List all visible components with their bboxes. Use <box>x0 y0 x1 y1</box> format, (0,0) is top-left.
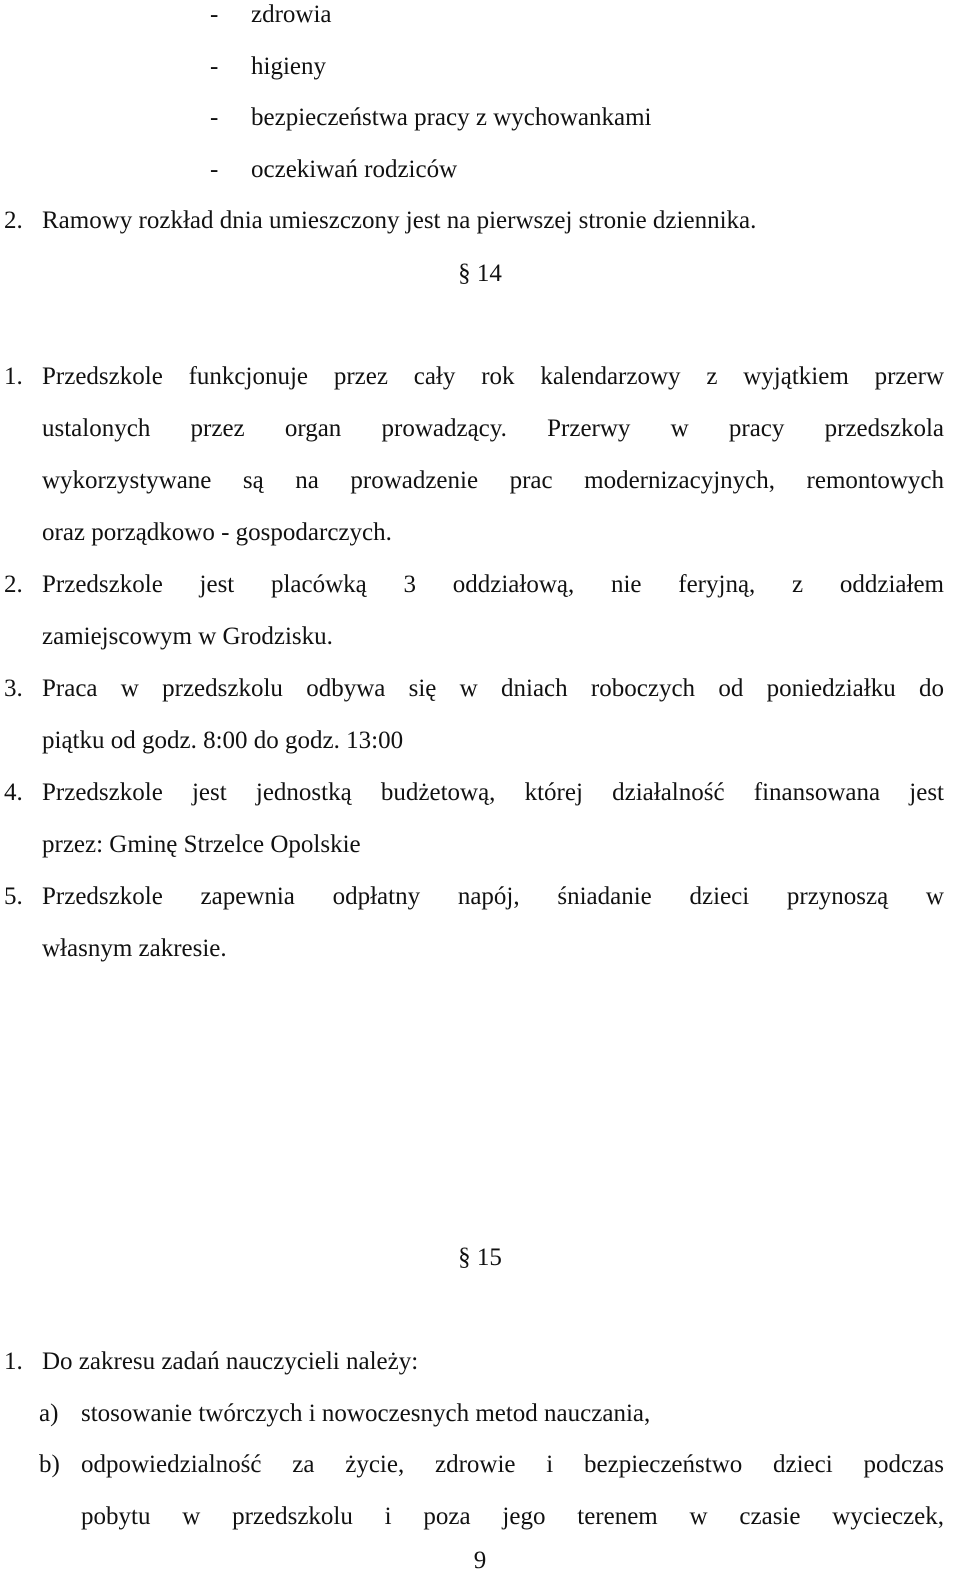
dash-bullet: - <box>210 156 219 183</box>
section-heading-text: § 15 <box>458 1244 502 1271</box>
item-text: Ramowy rozkład dnia umieszczony jest na pierwszej stronie dziennika. <box>42 207 757 234</box>
item-text-line: piątku od godz. 8:00 do godz. 13:00 <box>42 727 404 754</box>
dash-bullet: - <box>210 53 219 80</box>
list-item-text: higieny <box>251 53 326 80</box>
dash-bullet: - <box>210 104 219 131</box>
item-number: 5. <box>4 883 23 910</box>
sub-item-text-line: pobytu w przedszkolu i poza jego terenem w czasie wycieczek, <box>81 1503 944 1530</box>
item-text-line: zamiejscowym w Grodzisku. <box>42 623 333 650</box>
list-item-text: zdrowia <box>251 1 332 28</box>
dash-bullet: - <box>210 1 219 28</box>
item-text-line: oraz porządkowo - gospodarczych. <box>42 519 392 546</box>
item-number: 4. <box>4 779 23 806</box>
sub-item-text-line: odpowiedzialność za życie, zdrowie i bezpieczeństwo dzieci podczas <box>81 1451 944 1478</box>
list-item-text: bezpieczeństwa pracy z wychowankami <box>251 104 652 131</box>
item-text-line: Praca w przedszkolu odbywa się w dniach roboczych od poniedziałku do <box>42 675 944 702</box>
item-number: 3. <box>4 675 23 702</box>
item-number: 2. <box>4 207 23 234</box>
sub-item-text-line: stosowanie twórczych i nowoczesnych metod nauczania, <box>81 1400 651 1427</box>
item-text-line: Przedszkole jest jednostką budżetową, której działalność finansowana jest <box>42 779 944 806</box>
section-heading-text: § 14 <box>458 260 502 287</box>
item-text-line: własnym zakresie. <box>42 935 227 962</box>
list-item-text: oczekiwań rodziców <box>251 156 458 183</box>
item-number: 1. <box>4 363 23 390</box>
item-text-line: Przedszkole jest placówką 3 oddziałową, nie feryjną, z oddziałem <box>42 571 944 598</box>
item-text-line: Przedszkole zapewnia odpłatny napój, śniadanie dzieci przynoszą w <box>42 883 944 910</box>
sub-item-letter: a) <box>39 1400 59 1427</box>
item-text-line: ustalonych przez organ prowadzący. Przerwy w pracy przedszkola <box>42 415 944 442</box>
item-text-line: Przedszkole funkcjonuje przez cały rok kalendarzowy z wyjątkiem przerw <box>42 363 944 390</box>
page-number-text: 9 <box>473 1547 487 1574</box>
item-text-line: wykorzystywane są na prowadzenie prac modernizacyjnych, remontowych <box>42 467 944 494</box>
item-number: 2. <box>4 571 23 598</box>
item-text-line: przez: Gminę Strzelce Opolskie <box>42 831 361 858</box>
item-number: 1. <box>4 1348 23 1375</box>
item-text: Do zakresu zadań nauczycieli należy: <box>42 1348 419 1375</box>
sub-item-letter: b) <box>39 1451 60 1478</box>
